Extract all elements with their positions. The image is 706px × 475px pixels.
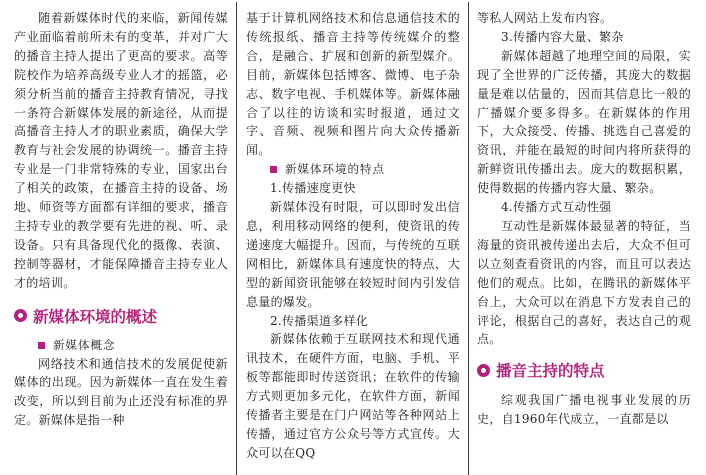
subheading <box>14 336 228 355</box>
numbered-heading: 4.传播方式互动性强 <box>501 200 612 215</box>
subheading-text: 新媒体概念 <box>53 337 116 352</box>
paragraph: 互动性是新媒体最显著的特征，当海量的资讯被传递出去后，大众不但可以立刻查看资讯的内容，而且可以表达他们的观点。比如，在腾讯的新媒体平台上，大众可以在消息下方发表自己的评论，根据自己的喜好，表达自己的观点。 <box>477 218 691 347</box>
paragraph: 新媒体没有时限，可以即时发出信息，利用移动网络的便利，使资讯的传递速度大幅提升。因而，与传统的互联网相比，新媒体具有速度快的特点，大型的新闻资讯能够在较短时间内引发信息量的爆发。 <box>246 200 460 309</box>
bullet-circle-icon <box>14 309 27 322</box>
paragraph: 新媒体超越了地理空间的局限，实现了全世界的广泛传播，其庞大的数据量是难以估量的，因而其信息比一般的广播媒介要多得多。在新媒体的作用下，大众接受、传播、挑选自己喜爱的资讯，并能在最短的时间内将所获得的新鲜资讯传播出去。庞大的数据积累，使得数据的传播内容大量、繁杂。 <box>477 48 691 196</box>
column-divider <box>236 2 237 475</box>
subheading <box>246 160 460 179</box>
section-title: 播音主持的特点 <box>496 362 605 381</box>
paragraph: 新媒体依赖于互联网技术和现代通讯技术，在硬件方面，电脑、手机、平板等都能即时传送资讯；在软件的传输方式则更加多元化，在软件方面，新闻传播者主要是在门户网站等各种网站上传播，通过官方公众号等方式宣传。大众可以在QQ <box>246 332 460 460</box>
numbered-heading: 2.传播渠道多样化 <box>270 313 369 328</box>
numbered-heading: 1.传播速度更快 <box>270 181 356 196</box>
paragraph: 等私人网站上发布内容。 <box>477 11 613 25</box>
section-heading <box>477 359 691 381</box>
column-1 <box>14 0 228 475</box>
column-2 <box>246 0 460 475</box>
section-title: 新媒体环境的概述 <box>33 307 158 326</box>
subheading-text: 新媒体环境的特点 <box>285 162 385 177</box>
square-bullet-icon <box>270 166 277 173</box>
bullet-circle-icon <box>477 364 490 377</box>
paragraph: 基于计算机网络技术和信息通信技术的传统报纸、播音主持等传统媒介的整合，是融合、扩展和创新的新型媒介。目前，新媒体包括博客、微博、电子杂志、数字电视、手机媒体等。新媒体融合了以往的访谈和实时报道，通过文字、音频、视频和图片向大众传播新闻。 <box>246 11 460 158</box>
numbered-heading: 3.传播内容大量、繁杂 <box>501 29 624 44</box>
paragraph: 网络技术和通信技术的发展促使新媒体的出现。因为新媒体一直在发生着改变，所以到目前为止还没有标准的界定。新媒体是指一种 <box>14 356 228 428</box>
paragraph: 随着新媒体时代的来临，新闻传媒产业面临着前所未有的变革，并对广大的播音主持人提出了更高的要求。高等院校作为培养高级专业人才的摇篮，必须分析当前的播音主持教育情况，寻找一条符合新媒体发展的新途径，从而提高播音主持人才的职业素质，确保大学教育与社会发展的协调统一。播音主持专业是一门非常特殊的专业，国家出台了相关的政策，在播音主持的设备、场地、师资等方面都有详细的要求，播音主持专业的教学要有先进的视、听、录设备。只有具备现代化的摄像、表演、控制等器材，才能保障播音主持专业人才的培训。 <box>14 11 228 290</box>
column-3 <box>477 0 691 475</box>
section-heading <box>14 305 228 327</box>
square-bullet-icon <box>38 342 45 349</box>
paragraph: 综观我国广播电视事业发展的历史，自1960年代成立，一直都是以 <box>477 393 691 427</box>
column-divider <box>468 2 469 475</box>
